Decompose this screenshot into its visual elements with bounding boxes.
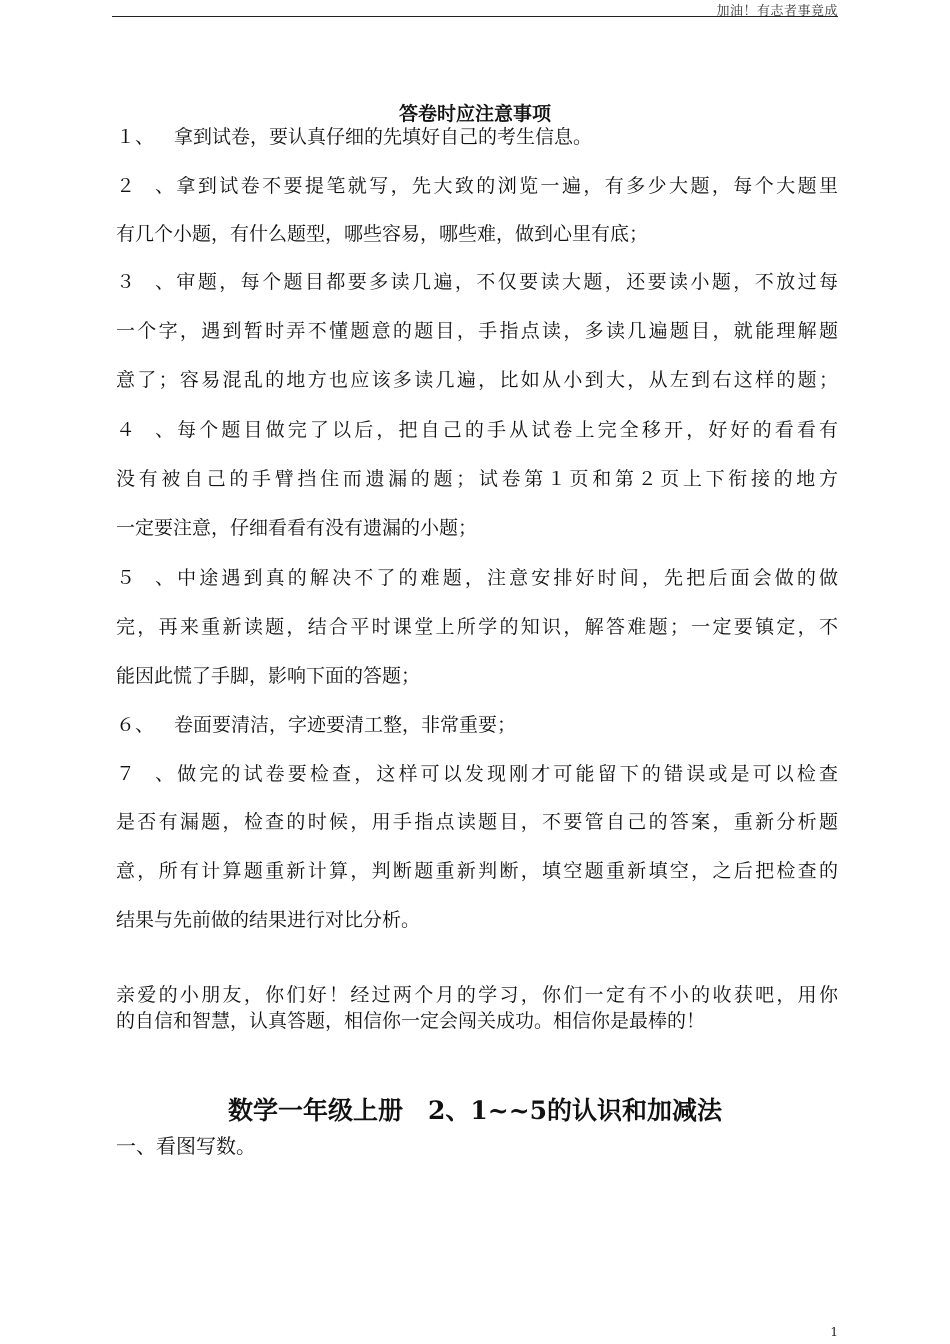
item-number: ３、 — [116, 271, 174, 293]
item-2-line-1 — [116, 174, 838, 198]
item-6-line-1 — [116, 713, 838, 737]
item-5-line-2: 完，再来重新读题，结合平时课堂上所学的知识，解答难题；一定要镇定，不 — [116, 616, 838, 638]
item-number: ７、 — [116, 763, 174, 785]
item-1-line-1 — [116, 125, 838, 149]
item-number: １、 — [116, 126, 155, 148]
item-number: ６、 — [116, 714, 155, 736]
item-text: 中途遇到真的解决不了的难题，注意安排好时间，先把后面会做的做 — [174, 567, 838, 589]
item-2-line-2: 有几个小题，有什么题型，哪些容易，哪些难，做到心里有底； — [116, 223, 649, 245]
page-number: 1 — [830, 1325, 838, 1339]
item-text: 做完的试卷要检查，这样可以发现刚才可能留下的错误或是可以检查 — [174, 763, 838, 785]
item-number: ４、 — [116, 419, 174, 441]
item-3-line-1 — [116, 270, 838, 294]
item-3-line-2: 一个字，遇到暂时弄不懂题意的题目，手指点读，多读几遍题目，就能理解题 — [116, 320, 838, 342]
item-text: 拿到试卷不要提笔就写，先大致的浏览一遍，有多少大题，每个大题里 — [174, 175, 838, 197]
item-4-line-1 — [116, 418, 838, 442]
item-text: 卷面要清洁，字迹要清工整，非常重要； — [174, 714, 517, 736]
exercise-heading: 一、看图写数。 — [116, 1134, 256, 1158]
notice-title: 答卷时应注意事项 — [398, 103, 551, 125]
item-4-line-2: 没有被自己的手臂挡住而遗漏的题；试卷第１页和第２页上下衔接的地方 — [116, 468, 838, 490]
header-rule — [112, 16, 838, 17]
item-number: ５、 — [116, 567, 174, 589]
encouragement-paragraph — [116, 982, 838, 1034]
item-7-line-3: 意，所有计算题重新计算，判断题重新判断，填空题重新填空，之后把检查的 — [116, 860, 838, 882]
item-4-line-3: 一定要注意，仔细看看有没有遗漏的小题； — [116, 517, 478, 539]
encouragement-line-2: 的自信和智慧，认真答题，相信你一定会闯关成功。相信你是最棒的！ — [116, 1010, 706, 1032]
item-3-line-3: 意了；容易混乱的地方也应该多读几遍，比如从小到大，从左到右这样的题； — [116, 369, 838, 391]
page-header-text: 加油！有志者事竟成 — [716, 4, 838, 19]
item-7-line-4: 结果与先前做的结果进行对比分析。 — [116, 909, 421, 931]
encouragement-line-1: 亲爱的小朋友，你们好！经过两个月的学习，你们一定有不小的收获吧，用你 — [116, 984, 838, 1006]
section-title: 数学一年级上册 2、1~~5的认识和加减法 — [227, 1096, 723, 1125]
item-7-line-1 — [116, 762, 838, 786]
item-5-line-1 — [116, 566, 838, 590]
item-number: ２、 — [116, 175, 174, 197]
item-text: 每个题目做完了以后，把自己的手从试卷上完全移开，好好的看看有 — [174, 419, 838, 441]
item-7-line-2: 是否有漏题，检查的时候，用手指点读题目，不要管自己的答案，重新分析题 — [116, 811, 838, 833]
item-5-line-3: 能因此慌了手脚，影响下面的答题； — [116, 665, 421, 687]
item-text: 审题，每个题目都要多读几遍，不仅要读大题，还要读小题，不放过每 — [174, 271, 838, 293]
item-text: 拿到试卷，要认真仔细的先填好自己的考生信息。 — [174, 126, 593, 148]
